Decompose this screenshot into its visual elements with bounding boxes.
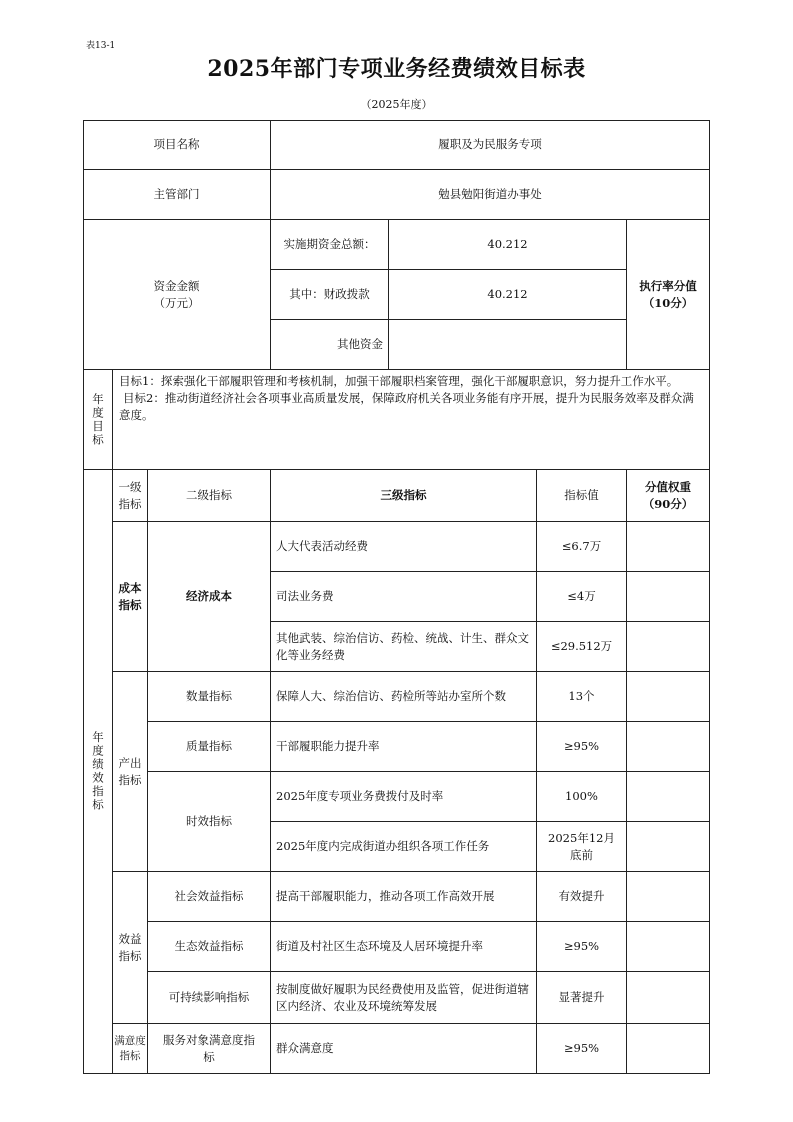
timeliness-row-1-weight xyxy=(627,772,710,822)
total-fund-label: 实施期资金总额： xyxy=(271,220,389,270)
benefit-indicator-level1: 效益指标 xyxy=(113,872,148,1024)
cost-row-1-value: ≤6.7万 xyxy=(537,522,627,572)
eco-benefit-label: 生态效益指标 xyxy=(148,922,271,972)
satisfaction-indicator-value: ≥95% xyxy=(537,1024,627,1074)
annual-goals-label xyxy=(83,370,113,470)
col-level1-header: 一级指标 xyxy=(113,470,148,522)
satisfaction-indicator-weight xyxy=(627,1024,710,1074)
cost-row-2-value: ≤4万 xyxy=(537,572,627,622)
col-level2-header: 二级指标 xyxy=(148,470,271,522)
department-label: 主管部门 xyxy=(83,170,271,220)
performance-indicators-label xyxy=(83,470,113,1074)
quantity-indicator-weight xyxy=(627,672,710,722)
timeliness-row-1-name: 2025年度专项业务费拨付及时率 xyxy=(271,772,537,822)
eco-benefit-weight xyxy=(627,922,710,972)
execution-rate-score-line1: 执行率分值 xyxy=(639,278,697,293)
social-benefit-label: 社会效益指标 xyxy=(148,872,271,922)
annual-goals-label-text: 年度目标 xyxy=(91,392,105,447)
fund-amount-label xyxy=(83,220,271,370)
sustainable-impact-label: 可持续影响指标 xyxy=(148,972,271,1024)
quantity-indicator-value: 13个 xyxy=(537,672,627,722)
fiscal-fund-label: 其中：财政拨款 xyxy=(271,270,389,320)
fiscal-year: （2025年度） xyxy=(360,98,433,111)
cost-row-2-name: 司法业务费 xyxy=(271,572,537,622)
sustainable-impact-value: 显著提升 xyxy=(537,972,627,1024)
quantity-indicator-label: 数量指标 xyxy=(148,672,271,722)
col-weight-header-line1: 分值权重 xyxy=(645,479,691,494)
annual-goals-text xyxy=(113,370,710,470)
timeliness-row-2-value: 2025年12月底前 xyxy=(537,822,627,872)
cost-row-3-weight xyxy=(627,622,710,672)
eco-benefit-value: ≥95% xyxy=(537,922,627,972)
cost-row-2-weight xyxy=(627,572,710,622)
col-weight-header-line2: （90分） xyxy=(642,496,694,511)
quality-indicator-label: 质量指标 xyxy=(148,722,271,772)
eco-benefit-name: 街道及村社区生态环境及人居环境提升率 xyxy=(271,922,537,972)
execution-rate-score-line2: （10分） xyxy=(642,295,694,310)
fund-amount-label-line2: （万元） xyxy=(153,295,200,310)
fiscal-fund-value: 40.212 xyxy=(389,270,627,320)
cost-row-3-value: ≤29.512万 xyxy=(537,622,627,672)
cost-row-1-name: 人大代表活动经费 xyxy=(271,522,537,572)
project-name-value: 履职及为民服务专项 xyxy=(271,120,710,170)
execution-rate-score xyxy=(627,220,710,370)
social-benefit-weight xyxy=(627,872,710,922)
output-indicator-level1: 产出指标 xyxy=(113,672,148,872)
timeliness-row-2-name: 2025年度内完成街道办组织各项工作任务 xyxy=(271,822,537,872)
sustainable-impact-name: 按制度做好履职为民经费使用及监管，促进街道辖区内经济、农业及环境统筹发展 xyxy=(271,972,537,1024)
cost-indicator-level1: 成本指标 xyxy=(113,522,148,672)
cost-row-1-weight xyxy=(627,522,710,572)
satisfaction-indicator-name: 群众满意度 xyxy=(271,1024,537,1074)
total-fund-value: 40.212 xyxy=(389,220,627,270)
quality-indicator-name: 干部履职能力提升率 xyxy=(271,722,537,772)
performance-indicators-label-text: 年度绩效指标 xyxy=(91,731,105,812)
goal-1-text: 目标1：探索强化干部履职管理和考核机制，加强干部履职档案管理，强化干部履职意识，努力提升工作水平。 xyxy=(119,374,679,388)
cost-row-3-name: 其他武装、综治信访、药检、统战、计生、群众文化等业务经费 xyxy=(271,622,537,672)
satisfaction-indicator-level2: 服务对象满意度指标 xyxy=(148,1024,271,1074)
col-weight-header xyxy=(627,470,710,522)
quality-indicator-weight xyxy=(627,722,710,772)
col-level3-header: 三级指标 xyxy=(271,470,537,522)
timeliness-indicator-label: 时效指标 xyxy=(148,772,271,872)
department-value: 勉县勉阳街道办事处 xyxy=(271,170,710,220)
other-fund-value xyxy=(389,320,627,370)
timeliness-row-2-weight xyxy=(627,822,710,872)
project-name-label: 项目名称 xyxy=(83,120,271,170)
quality-indicator-value: ≥95% xyxy=(537,722,627,772)
table-number: 表13-1 xyxy=(86,41,116,51)
cost-indicator-level2: 经济成本 xyxy=(148,522,271,672)
social-benefit-name: 提高干部履职能力，推动各项工作高效开展 xyxy=(271,872,537,922)
sustainable-impact-weight xyxy=(627,972,710,1024)
fund-amount-label-line1: 资金金额 xyxy=(153,278,200,293)
quantity-indicator-name: 保障人大、综治信访、药检所等站办室所个数 xyxy=(271,672,537,722)
col-value-header: 指标值 xyxy=(537,470,627,522)
goal-2-text: 目标2：推动街道经济社会各项事业高质量发展，保障政府机关各项业务能有序开展，提升为民服务效率及群众满意度。 xyxy=(119,391,694,422)
other-fund-label: 其他资金 xyxy=(271,320,389,370)
page-title: 2025年部门专项业务经费绩效目标表 xyxy=(207,56,586,82)
social-benefit-value: 有效提升 xyxy=(537,872,627,922)
satisfaction-indicator-level1: 满意度指标 xyxy=(113,1024,148,1074)
timeliness-row-1-value: 100% xyxy=(537,772,627,822)
